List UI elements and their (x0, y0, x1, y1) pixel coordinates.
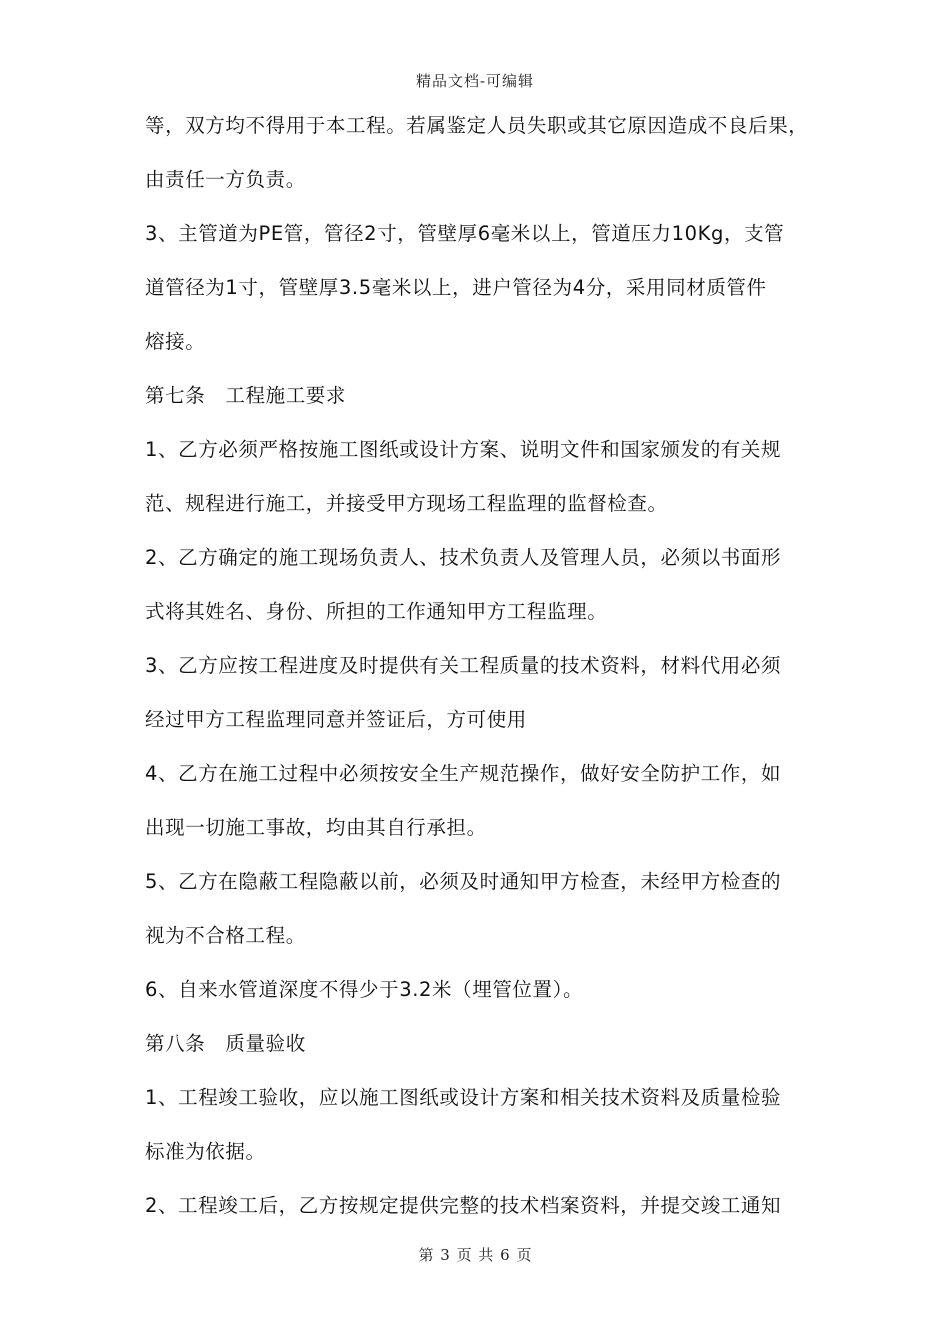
text-line: 熔接。 (145, 330, 206, 353)
text-line: 4、乙方在施工过程中必须按安全生产规范操作，做好安全防护工作，如 (145, 762, 782, 785)
text-line: 2、工程竣工后，乙方按规定提供完整的技术档案资料，并提交竣工通知 (145, 1194, 782, 1217)
section-heading: 第七条 工程施工要求 (145, 384, 347, 407)
text-line: 2、乙方确定的施工现场负责人、技术负责人及管理人员，必须以书面形 (145, 546, 782, 569)
section-heading: 第八条 质量验收 (145, 1032, 306, 1055)
text-line: 式将其姓名、身份、所担的工作通知甲方工程监理。 (145, 600, 608, 623)
text-line: 3、乙方应按工程进度及时提供有关工程质量的技术资料，材料代用必须 (145, 654, 782, 677)
text-line: 1、工程竣工验收，应以施工图纸或设计方案和相关技术资料及质量检验 (145, 1086, 782, 1109)
text-line: 范、规程进行施工，并接受甲方现场工程监理的监督检查。 (145, 492, 668, 515)
text-line: 等，双方均不得用于本工程。若属鉴定人员失职或其它原因造成不良后果， (145, 114, 809, 137)
page-footer: 第 3 页 共 6 页 (418, 1246, 532, 1264)
text-line: 由责任一方负责。 (145, 168, 306, 191)
text-line: 经过甲方工程监理同意并签证后，方可使用 (145, 708, 527, 731)
text-line: 视为不合格工程。 (145, 924, 306, 947)
text-line: 1、乙方必须严格按施工图纸或设计方案、说明文件和国家颁发的有关规 (145, 438, 782, 461)
text-line: 道管径为1寸，管壁厚3.5毫米以上，进户管径为4分，采用同材质管件 (145, 276, 767, 299)
text-line: 3、主管道为PE管，管径2寸，管壁厚6毫米以上，管道压力10Kg，支管 (145, 222, 785, 245)
text-line: 标准为依据。 (145, 1140, 266, 1163)
text-line: 出现一切施工事故，均由其自行承担。 (145, 816, 487, 839)
text-line: 5、乙方在隐蔽工程隐蔽以前，必须及时通知甲方检查，未经甲方检查的 (145, 870, 782, 893)
text-line: 6、自来水管道深度不得少于3.2米（埋管位置）。 (145, 978, 584, 1001)
document-body (145, 104, 809, 1238)
page-header: 精品文档-可编辑 (415, 72, 535, 90)
